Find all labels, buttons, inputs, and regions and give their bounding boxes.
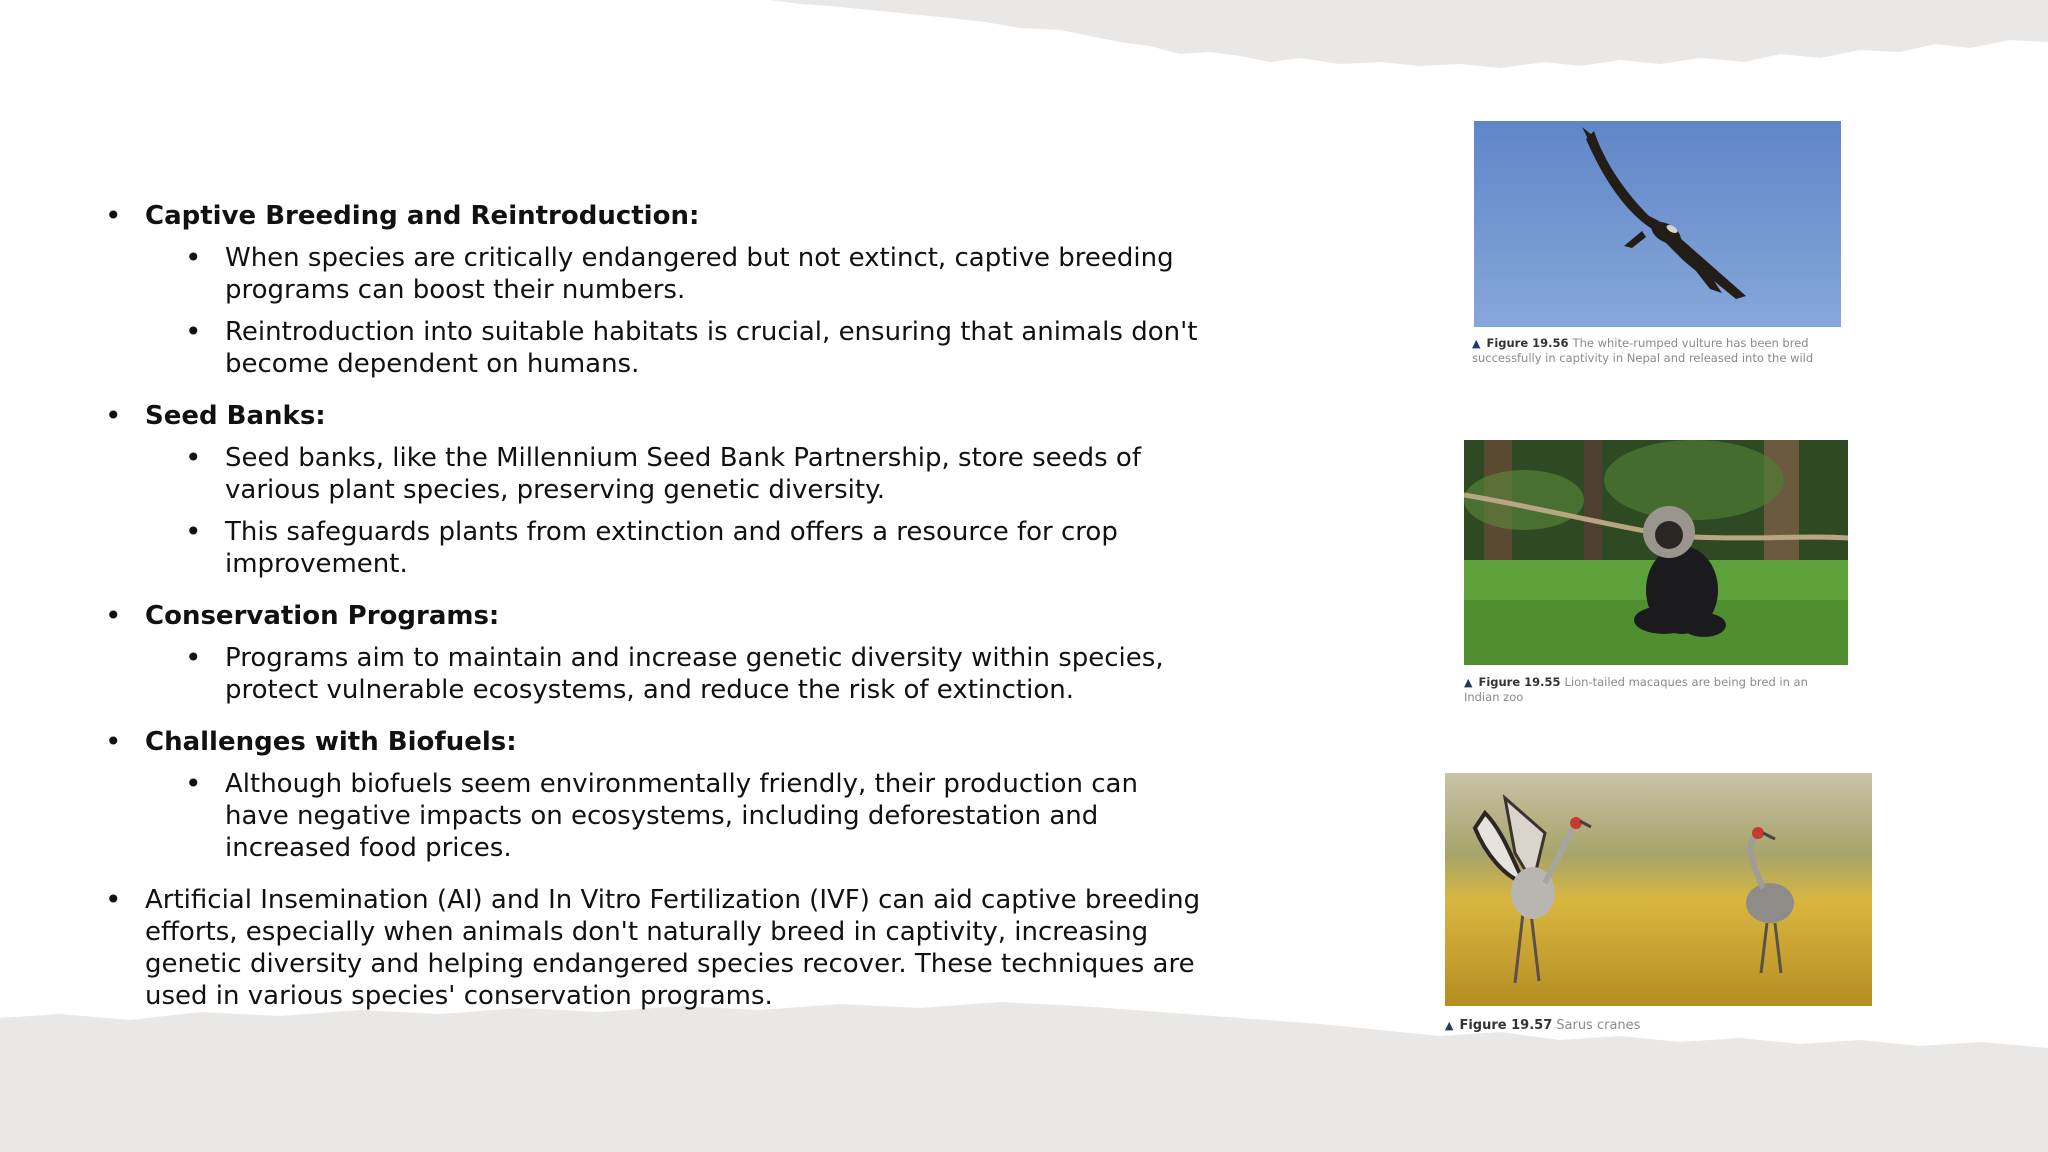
bullet-heading: Seed Banks: <box>145 401 326 431</box>
bullet-dot: • <box>105 883 122 916</box>
bullet-dot: • <box>105 725 122 758</box>
sub-bullet-text: When species are critically endangered but not extinct, captive breeding programs can boost their numbers. <box>225 243 1174 305</box>
sub-bullet <box>185 316 1205 380</box>
bullet-ai-ivf <box>105 884 1205 1012</box>
bullet-dot: • <box>185 315 202 348</box>
bullet-dot: • <box>185 641 202 674</box>
sub-bullet-text: Although biofuels seem environmentally friendly, their production can have negative impacts on ecosystems, including deforestation and increased food prices. <box>225 769 1138 863</box>
sub-bullet <box>185 516 1205 580</box>
cranes-photo <box>1445 773 1872 1006</box>
sub-bullet <box>185 442 1205 506</box>
figure-caption-text: Sarus cranes <box>1556 1018 1641 1033</box>
bullet-dot: • <box>185 441 202 474</box>
bullet-dot: • <box>105 599 122 632</box>
figure-caption-text: The white-rumped vulture has been bred successfully in captivity in Nepal and released into the wild <box>1472 336 1814 365</box>
sub-bullet <box>185 768 1205 864</box>
macaque-photo <box>1464 440 1848 665</box>
figure-label: Figure 19.55 <box>1478 675 1561 689</box>
bullet-heading: Challenges with Biofuels: <box>145 727 517 757</box>
vulture-photo <box>1474 121 1841 327</box>
bullet-dot: • <box>105 199 122 232</box>
bullet-list <box>105 200 1205 1032</box>
bullet-seed-banks <box>105 400 1205 580</box>
caption-marker-icon: ▲ <box>1445 1019 1454 1032</box>
bullet-paragraph: Artificial Insemination (AI) and In Vitro Fertilization (IVF) can aid captive breeding efforts, especially when animals don't naturally breed in captivity, increasing genetic diversity and helping endangered species recover. These techniques are used in various species' conservation programs. <box>145 885 1201 1011</box>
figure-caption <box>1472 336 1852 366</box>
sub-bullet-text: Reintroduction into suitable habitats is crucial, ensuring that animals don't become dependent on humans. <box>225 317 1198 379</box>
figure-caption <box>1464 675 1844 705</box>
bullet-dot: • <box>185 767 202 800</box>
figure-label: Figure 19.56 <box>1486 336 1569 350</box>
sub-bullet <box>185 242 1205 306</box>
sub-bullet <box>185 642 1205 706</box>
bullet-dot: • <box>185 241 202 274</box>
sub-bullet-text: Programs aim to maintain and increase genetic diversity within species, protect vulnerable ecosystems, and reduce the risk of extinction. <box>225 643 1164 705</box>
figure-caption <box>1445 1018 1845 1033</box>
bullet-heading: Conservation Programs: <box>145 601 500 631</box>
bullet-captive-breeding <box>105 200 1205 380</box>
caption-marker-icon: ▲ <box>1464 676 1473 689</box>
sub-bullet-text: Seed banks, like the Millennium Seed Bank Partnership, store seeds of various plant species, preserving genetic diversity. <box>225 443 1141 505</box>
torn-paper-top <box>770 0 2048 68</box>
bullet-dot: • <box>185 515 202 548</box>
bullet-heading: Captive Breeding and Reintroduction: <box>145 201 700 231</box>
figure-caption-text: Lion-tailed macaques are being bred in an Indian zoo <box>1464 675 1808 704</box>
bullet-biofuels <box>105 726 1205 864</box>
caption-marker-icon: ▲ <box>1472 337 1481 350</box>
bullet-conservation-programs <box>105 600 1205 706</box>
figure-label: Figure 19.57 <box>1459 1018 1553 1033</box>
bullet-dot: • <box>105 399 122 432</box>
sub-bullet-text: This safeguards plants from extinction and offers a resource for crop improvement. <box>225 517 1118 579</box>
